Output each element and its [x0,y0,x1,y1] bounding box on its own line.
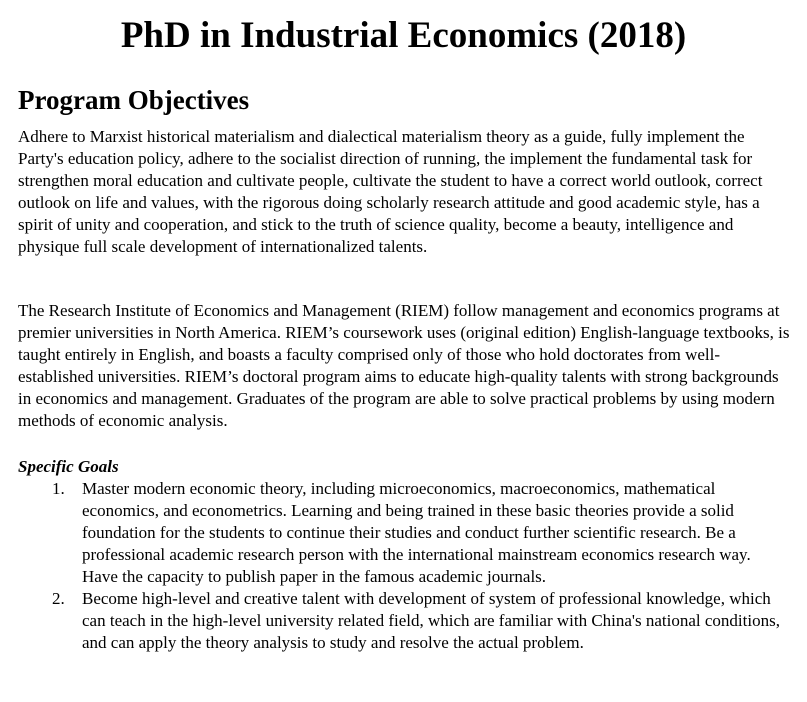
objectives-paragraph-1: Adhere to Marxist historical materialism and dialectical materialism theory as a guide, fully implement the Party's education policy, adhere to the socialist direction of running, the implement the fundamental task for strengthen moral education and cultivate people, cultivate the student to have a correct world outlook, correct outlook on life and values, with the rigorous doing scholarly research attitude and good academic style, has a spirit of unity and cooperation, and stick to the truth of science quality, become a beauty, intelligence and physique full scale development of internationalized talents. [18,127,763,256]
goal-text-2: Become high-level and creative talent with development of system of professional knowledge, which can teach in the high-level university related field, which are familiar with China's national conditions, and can apply the theory analysis to study and resolve the actual problem. [82,589,780,652]
goal-number-1: 1. [52,479,65,498]
specific-goals-list [0,478,807,654]
goal-item-1 [0,478,780,588]
specific-goals-heading: Specific Goals [18,457,119,476]
goal-text-1: Master modern economic theory, including microeconomics, macroeconomics, mathematical economics, and econometrics. Learning and being trained in these basic theories provide a solid foundation for the students to continue their studies and conduct further scientific research. Be a professional academic research person with the international mainstream economics research way. Have the capacity to publish paper in the famous academic journals. [82,479,751,586]
objectives-paragraph-2: The Research Institute of Economics and Management (RIEM) follow management and economics programs at premier universities in North America. RIEM’s coursework uses (original edition) English-language textbooks, is taught entirely in English, and boasts a faculty comprised only of those who hold doctorates from well-established universities. RIEM’s doctoral program aims to educate high-quality talents with strong backgrounds in economics and management. Graduates of the program are able to solve practical problems by using modern methods of economic analysis. [18,301,790,430]
goal-number-2: 2. [52,589,65,608]
section-heading-program-objectives: Program Objectives [18,85,250,115]
page-title: PhD in Industrial Economics (2018) [120,15,687,56]
goal-item-2 [0,588,780,654]
